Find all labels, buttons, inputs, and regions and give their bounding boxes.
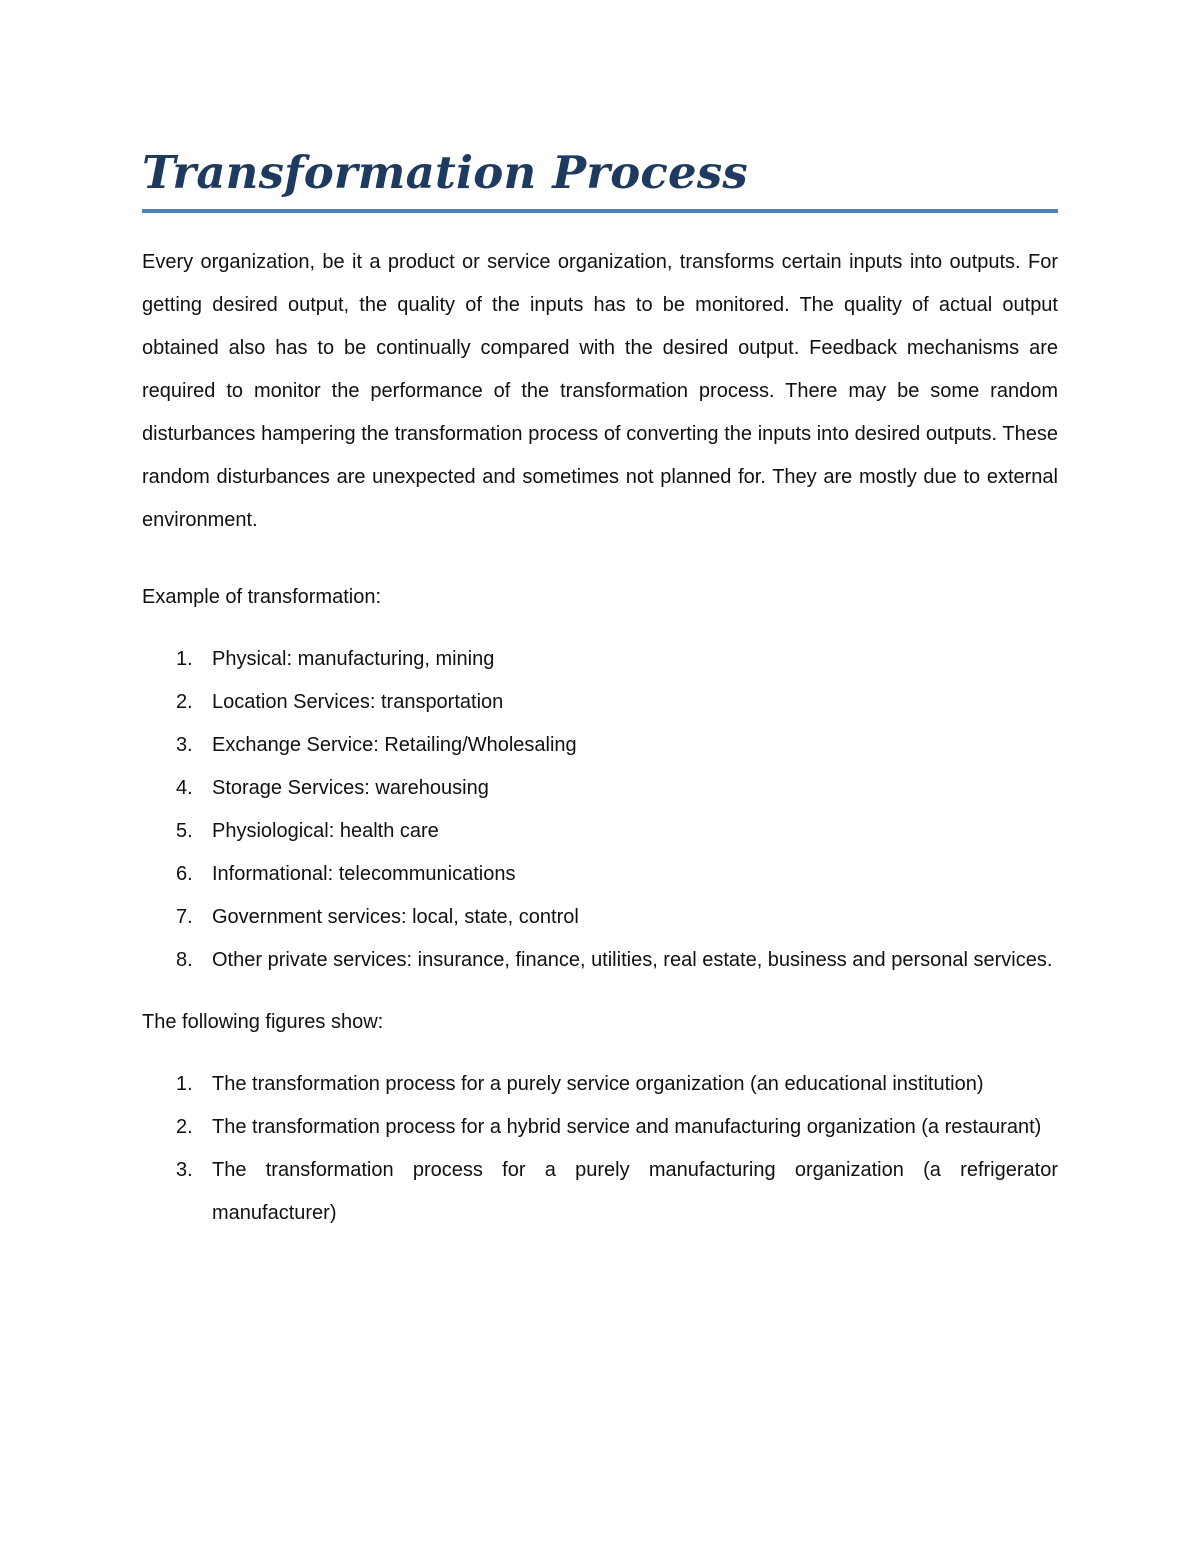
list-text: The transformation process for a hybrid service and manufacturing organization (a restaurant) <box>212 1116 1042 1138</box>
page-title: Transformation Process <box>142 146 748 199</box>
examples-label: Example of transformation: <box>142 586 381 608</box>
list-text: Location Services: transportation <box>212 691 504 713</box>
list-item <box>142 853 1058 896</box>
list-item <box>142 767 1058 810</box>
list-number: 1. <box>176 648 193 670</box>
examples-list <box>142 638 1058 982</box>
list-text: The transformation process for a purely manufacturing organization (a refrigerator manufacturer) <box>212 1159 1058 1224</box>
list-number: 8. <box>176 949 193 971</box>
list-number: 6. <box>176 863 193 885</box>
document-page <box>142 140 1058 1235</box>
list-item <box>142 1106 1058 1149</box>
list-item <box>142 638 1058 681</box>
list-number: 3. <box>176 1159 193 1181</box>
list-item <box>142 896 1058 939</box>
list-text: The transformation process for a purely service organization (an educational institution) <box>212 1073 984 1095</box>
list-text: Physiological: health care <box>212 820 439 842</box>
title-underline <box>142 209 1058 213</box>
list-number: 2. <box>176 1116 193 1138</box>
figures-label: The following figures show: <box>142 1011 384 1033</box>
list-text: Storage Services: warehousing <box>212 777 489 799</box>
list-number: 3. <box>176 734 193 756</box>
list-text: Government services: local, state, control <box>212 906 579 928</box>
figures-list <box>142 1063 1058 1235</box>
list-text: Physical: manufacturing, mining <box>212 648 495 670</box>
list-item <box>142 681 1058 724</box>
list-item <box>142 1149 1058 1235</box>
list-item <box>142 939 1058 982</box>
list-number: 5. <box>176 820 193 842</box>
list-item <box>142 724 1058 767</box>
list-number: 7. <box>176 906 193 928</box>
list-text: Informational: telecommunications <box>212 863 516 885</box>
intro-paragraph: Every organization, be it a product or service organization, transforms certain inputs into outputs. For getting desired output, the quality of the inputs has to be monitored. The quality of actual output obtained also has to be continually compared with the desired output. Feedback mechanisms are required to monitor the performance of the transformation process. There may be some random disturbances hampering the transformation process of converting the inputs into desired outputs. These random disturbances are unexpected and sometimes not planned for. They are mostly due to external environment. <box>142 251 1058 531</box>
list-item <box>142 1063 1058 1106</box>
list-number: 1. <box>176 1073 193 1095</box>
list-number: 2. <box>176 691 193 713</box>
list-number: 4. <box>176 777 193 799</box>
list-text: Other private services: insurance, finance, utilities, real estate, business and personal services. <box>212 949 1053 971</box>
list-text: Exchange Service: Retailing/Wholesaling <box>212 734 577 756</box>
list-item <box>142 810 1058 853</box>
